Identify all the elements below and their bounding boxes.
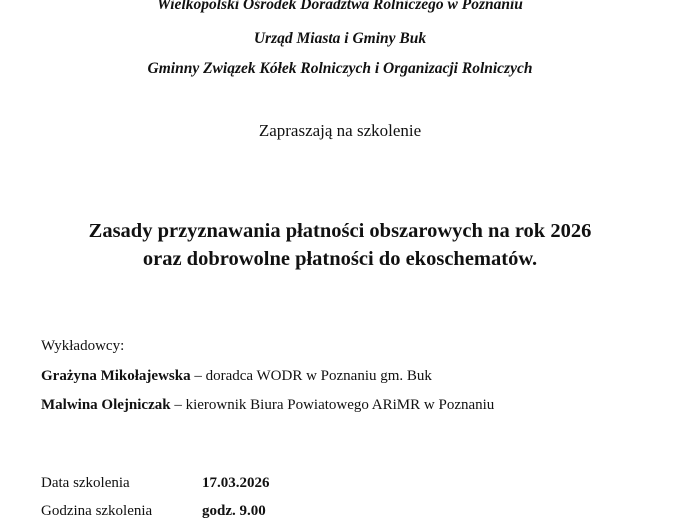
lecturer-role: – doradca WODR w Poznaniu gm. Buk	[190, 368, 432, 384]
lecturer-entry	[41, 396, 494, 414]
lecturers-heading: Wykładowcy:	[41, 338, 125, 354]
organizer-line-1: Wielkopolski Ośrodek Doradztwa Rolniczego w Poznaniu	[157, 0, 523, 13]
lecturer-name: Malwina Olejniczak	[41, 397, 171, 413]
lecturer-entry	[41, 367, 432, 385]
organizer-line-2: Urząd Miasta i Gminy Buk	[253, 30, 427, 47]
hour-value: godz. 9.00	[202, 503, 266, 519]
invitation-text: Zapraszają na szkolenie	[258, 121, 422, 140]
date-value: 17.03.2026	[202, 475, 270, 491]
hour-label: Godzina szkolenia	[41, 503, 153, 519]
training-title-line-2: oraz dobrowolne płatności do ekoschematów.	[142, 248, 538, 270]
organizer-line-3: Gminny Związek Kółek Rolniczych i Organizacji Rolniczych	[147, 60, 533, 77]
lecturer-role: – kierownik Biura Powiatowego ARiMR w Poznaniu	[170, 397, 495, 413]
date-label: Data szkolenia	[41, 475, 130, 491]
training-title-line-1: Zasady przyznawania płatności obszarowych na rok 2026	[88, 220, 592, 242]
lecturer-name: Grażyna Mikołajewska	[41, 368, 191, 384]
